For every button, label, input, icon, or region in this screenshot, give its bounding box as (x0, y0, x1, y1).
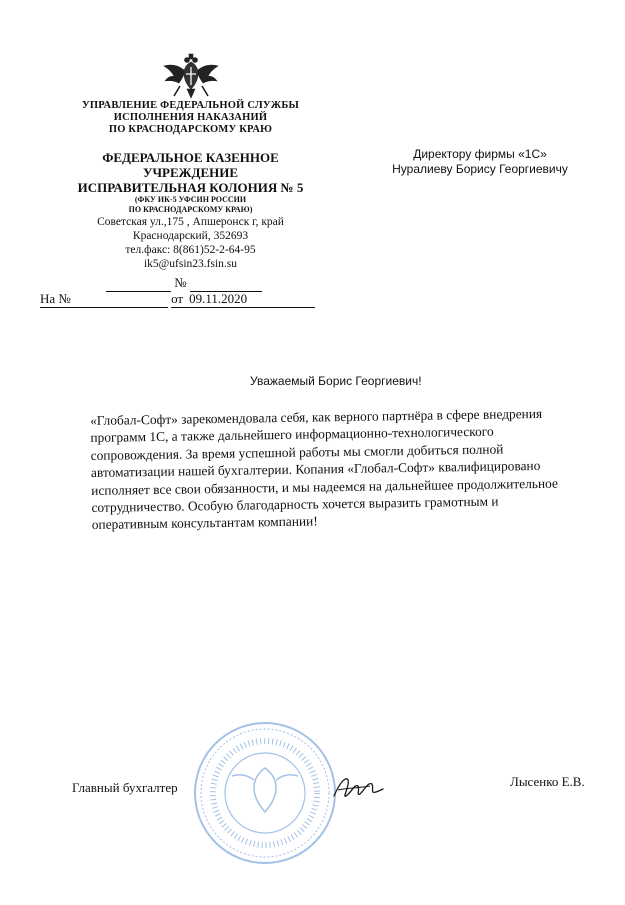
signatory-name: Лысенко Е.В. (510, 774, 585, 789)
outgoing-number-line (106, 275, 262, 292)
number-sign: № (174, 275, 187, 290)
recipient-block (380, 147, 580, 177)
org-name-line-3: ПО КРАСНОДАРСКОМУ КРАЮ (108, 124, 273, 135)
org-name-line-2: ИСПОЛНЕНИЯ НАКАЗАНИЙ (113, 112, 268, 123)
double-headed-eagle-emblem-icon (160, 52, 222, 100)
recipient-line-1: Директору фирмы «1С» (413, 147, 547, 161)
reference-line (40, 291, 315, 308)
signatory-role: Главный бухгалтер (72, 780, 178, 795)
date-value: 09.11.2020 (183, 291, 247, 308)
org-name-line-1: УПРАВЛЕНИЕ ФЕДЕРАЛЬНОЙ СЛУЖБЫ (82, 100, 299, 111)
reference-blank (71, 291, 168, 308)
institution-name-line-1: ФЕДЕРАЛЬНОЕ КАЗЕННОЕ (102, 150, 279, 165)
email-line: ik5@ufsin23.fsin.su (143, 258, 237, 270)
body-line: «Глобал-Софт» зарекомендовала себя, как верного партнёра в сфере внедрения (90, 405, 543, 428)
phone-fax-line: тел.факс: 8(861)52-2-64-95 (125, 244, 256, 256)
institution-name-line-2: УЧРЕЖДЕНИЕ (142, 165, 239, 180)
body-line: сопровождения. За время успешной работы мы смогли добиться полной (90, 441, 504, 463)
body-line: оперативным консультантам компании! (91, 513, 318, 533)
sender-header (58, 100, 323, 271)
handwritten-signature (330, 770, 385, 805)
reference-label: На № (40, 291, 71, 306)
body-line: исполняет все свои обязанности, и мы надеемся на дальнейшее продолжительное (91, 475, 559, 498)
date-blank (247, 291, 315, 308)
recipient-line-2: Нуралиеву Борису Георгиевичу (392, 162, 568, 176)
greeting: Уважаемый Борис Георгиевич! (250, 374, 422, 388)
body-line: сотрудничество. Особую благодарность хочется выразить грамотным и (91, 493, 499, 516)
body-line: автоматизации нашей бухгалтерии. Копания «Глобал-Софт» квалифицировано (90, 458, 541, 481)
official-round-stamp-icon (190, 718, 340, 868)
body-line: программ 1С, а также дальнейшего информационно-технологического (90, 424, 494, 446)
number-blank (190, 275, 262, 292)
address-line-2: Краснодарский, 352693 (132, 230, 249, 242)
date-label: от (171, 291, 184, 306)
letter-body (90, 405, 562, 534)
institution-name-line-3: ИСПРАВИТЕЛЬНАЯ КОЛОНИЯ № 5 (77, 180, 304, 195)
address-line-1: Советская ул.,175 , Апшеронск г, край (97, 216, 284, 228)
short-name-line-1: (ФКУ ИК-5 УФСИН РОССИИ (134, 195, 247, 204)
outgoing-number-blank (106, 275, 171, 292)
short-name-line-2: ПО КРАСНОДАРСКОМУ КРАЮ) (128, 205, 253, 214)
